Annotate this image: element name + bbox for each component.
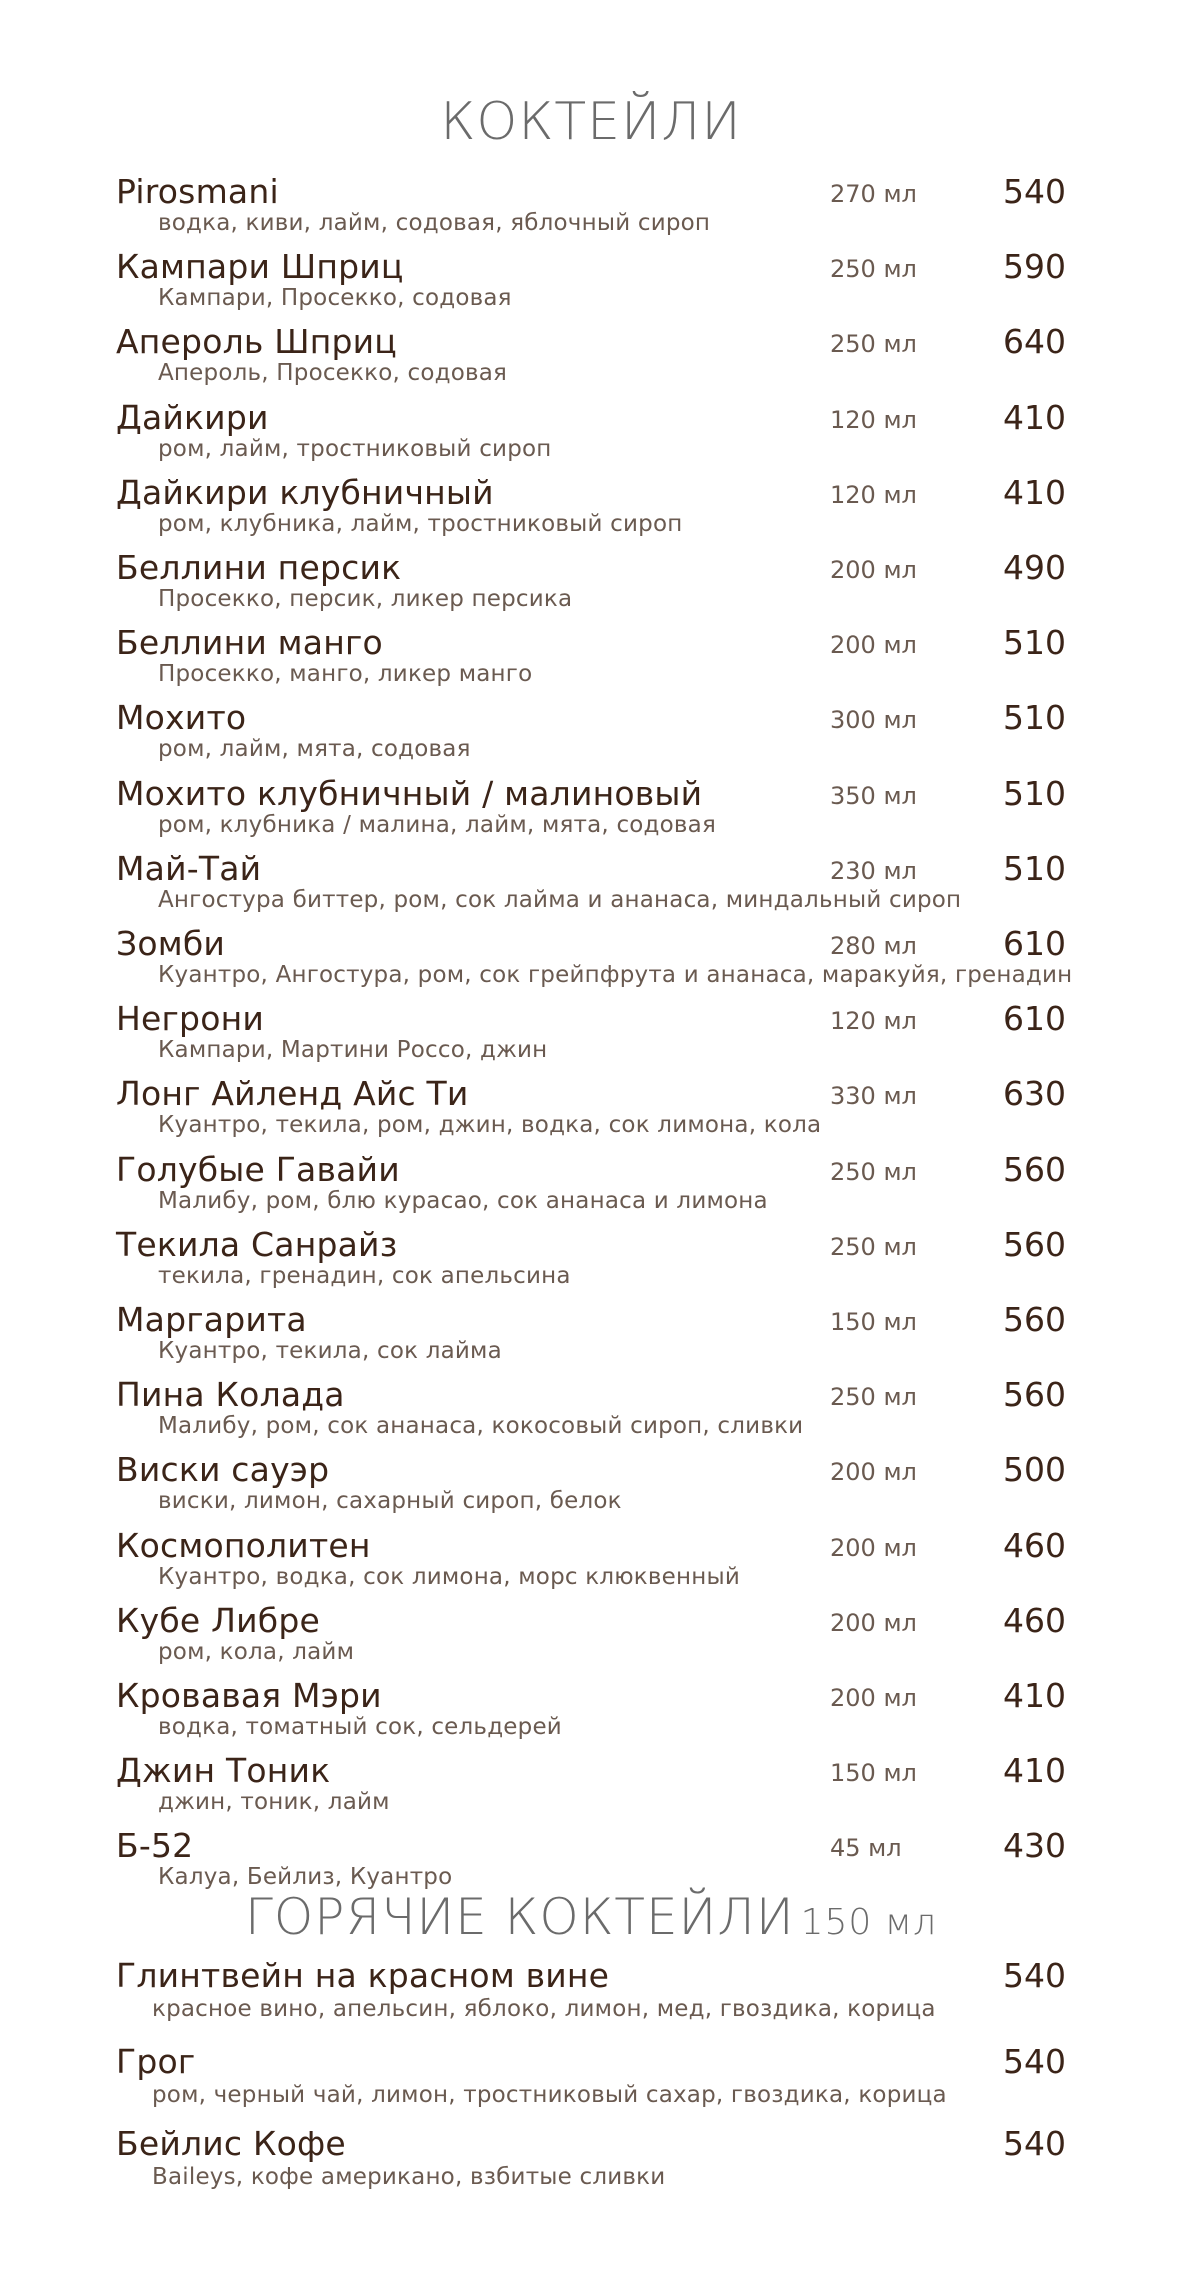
item-price: 430 [1003, 1826, 1066, 1865]
item-description: ром, лайм, тростниковый сироп [158, 436, 552, 462]
item-name: Зомби [116, 924, 226, 963]
item-price: 500 [1003, 1450, 1066, 1489]
menu-item [0, 1601, 1182, 1675]
item-description: Ангостура биттер, ром, сок лайма и ананаса, миндальный сироп [158, 887, 962, 913]
menu-item [0, 1300, 1182, 1374]
item-description: Малибу, ром, блю курасао, сок ананаса и лимона [158, 1188, 768, 1214]
item-price: 510 [1003, 774, 1066, 813]
item-price: 540 [1003, 2042, 1066, 2081]
item-description: Кампари, Мартини Россо, джин [158, 1037, 548, 1063]
item-name: Мохито [116, 698, 247, 737]
item-description: ром, лайм, мята, содовая [158, 736, 471, 762]
item-name: Pirosmani [116, 172, 279, 211]
item-name: Апероль Шприц [116, 322, 397, 361]
menu-item [0, 548, 1182, 622]
item-price: 540 [1003, 172, 1066, 211]
item-volume: 120 мл [830, 406, 917, 434]
item-price: 460 [1003, 1526, 1066, 1565]
item-volume: 270 мл [830, 180, 917, 208]
item-price: 510 [1003, 623, 1066, 662]
menu-item [0, 774, 1182, 848]
item-price: 410 [1003, 473, 1066, 512]
item-description: Просекко, манго, ликер манго [158, 661, 533, 687]
item-price: 630 [1003, 1074, 1066, 1113]
menu-item [0, 1450, 1182, 1524]
item-name: Бейлис Кофе [116, 2124, 346, 2163]
item-description: текила, гренадин, сок апельсина [158, 1263, 571, 1289]
item-description: ром, клубника, лайм, тростниковый сироп [158, 511, 683, 537]
item-description: ром, черный чай, лимон, тростниковый сахар, гвоздика, корица [152, 2082, 947, 2108]
menu-item [0, 473, 1182, 547]
menu-item [0, 322, 1182, 396]
menu-item [0, 1150, 1182, 1224]
item-volume: 300 мл [830, 706, 917, 734]
item-price: 540 [1003, 1956, 1066, 1995]
item-volume: 250 мл [830, 1233, 917, 1261]
menu-item [0, 999, 1182, 1073]
item-description: ром, клубника / малина, лайм, мята, содовая [158, 812, 717, 838]
item-name: Негрони [116, 999, 265, 1038]
menu-item [0, 2124, 1182, 2198]
section-title-cocktails [0, 92, 1182, 152]
item-volume: 250 мл [830, 1158, 917, 1186]
item-price: 510 [1003, 849, 1066, 888]
item-description: Куантро, Ангостура, ром, сок грейпфрута и ананаса, маракуйя, гренадин [158, 962, 1073, 988]
menu-item [0, 172, 1182, 246]
item-name: Мохито клубничный / малиновый [116, 774, 703, 813]
item-name: Текила Санрайз [116, 1225, 398, 1264]
item-price: 460 [1003, 1601, 1066, 1640]
item-volume: 200 мл [830, 1534, 917, 1562]
item-volume: 200 мл [830, 1684, 917, 1712]
item-volume: 250 мл [830, 255, 917, 283]
item-price: 540 [1003, 2124, 1066, 2163]
item-volume: 150 мл [830, 1759, 917, 1787]
item-volume: 200 мл [830, 1458, 917, 1486]
item-name: Дайкири клубничный [116, 473, 494, 512]
menu-item [0, 1375, 1182, 1449]
menu-item [0, 1074, 1182, 1148]
item-volume: 200 мл [830, 556, 917, 584]
item-price: 410 [1003, 398, 1066, 437]
item-volume: 200 мл [830, 1609, 917, 1637]
item-name: Б-52 [116, 1826, 194, 1865]
menu-item [0, 1751, 1182, 1825]
item-name: Джин Тоник [116, 1751, 331, 1790]
item-description: водка, киви, лайм, содовая, яблочный сироп [158, 210, 711, 236]
item-volume: 120 мл [830, 481, 917, 509]
item-price: 610 [1003, 999, 1066, 1038]
item-price: 490 [1003, 548, 1066, 587]
menu-item [0, 2042, 1182, 2116]
item-price: 410 [1003, 1676, 1066, 1715]
menu-item [0, 1676, 1182, 1750]
menu-item [0, 1956, 1182, 2030]
item-name: Кампари Шприц [116, 247, 404, 286]
menu-item [0, 924, 1182, 998]
item-price: 510 [1003, 698, 1066, 737]
item-volume: 250 мл [830, 330, 917, 358]
item-price: 560 [1003, 1375, 1066, 1414]
item-name: Голубые Гавайи [116, 1150, 400, 1189]
menu-item [0, 1225, 1182, 1299]
menu-item [0, 623, 1182, 697]
item-description: джин, тоник, лайм [158, 1789, 390, 1815]
item-name: Виски сауэр [116, 1450, 330, 1489]
menu-item [0, 398, 1182, 472]
item-name: Дайкири [116, 398, 269, 437]
item-price: 560 [1003, 1225, 1066, 1264]
item-description: Просекко, персик, ликер персика [158, 586, 573, 612]
item-description: ром, кола, лайм [158, 1639, 355, 1665]
item-name: Лонг Айленд Айс Ти [116, 1074, 469, 1113]
menu-item [0, 1526, 1182, 1600]
section-title-hot-cocktails [0, 1888, 1182, 1946]
item-description: водка, томатный сок, сельдерей [158, 1714, 562, 1740]
item-volume: 120 мл [830, 1007, 917, 1035]
item-price: 590 [1003, 247, 1066, 286]
item-name: Глинтвейн на красном вине [116, 1956, 610, 1995]
item-name: Кровавая Мэри [116, 1676, 382, 1715]
item-price: 610 [1003, 924, 1066, 963]
item-name: Май-Тай [116, 849, 262, 888]
item-description: виски, лимон, сахарный сироп, белок [158, 1488, 622, 1514]
cocktails-title-text: КОКТЕЙЛИ [440, 92, 742, 152]
item-volume: 280 мл [830, 932, 917, 960]
item-description: Baileys, кофе американо, взбитые сливки [152, 2164, 666, 2190]
item-name: Беллини персик [116, 548, 402, 587]
item-name: Космополитен [116, 1526, 371, 1565]
item-price: 560 [1003, 1150, 1066, 1189]
hot-title-text: ГОРЯЧИЕ КОКТЕЙЛИ [245, 1888, 795, 1946]
item-description: Куантро, текила, сок лайма [158, 1338, 502, 1364]
item-volume: 200 мл [830, 631, 917, 659]
item-volume: 330 мл [830, 1082, 917, 1110]
hot-title-volume: 150 мл [800, 1902, 937, 1943]
item-volume: 45 мл [830, 1834, 902, 1862]
item-name: Маргарита [116, 1300, 307, 1339]
menu-item [0, 849, 1182, 923]
item-name: Беллини манго [116, 623, 383, 662]
item-description: красное вино, апельсин, яблоко, лимон, мед, гвоздика, корица [152, 1996, 936, 2022]
item-name: Грог [116, 2042, 196, 2081]
item-volume: 230 мл [830, 857, 917, 885]
item-description: Куантро, текила, ром, джин, водка, сок лимона, кола [158, 1112, 822, 1138]
item-volume: 150 мл [830, 1308, 917, 1336]
item-description: Малибу, ром, сок ананаса, кокосовый сироп, сливки [158, 1413, 804, 1439]
item-description: Кампари, Просекко, содовая [158, 285, 512, 311]
item-price: 560 [1003, 1300, 1066, 1339]
item-description: Апероль, Просекко, содовая [158, 360, 508, 386]
item-price: 640 [1003, 322, 1066, 361]
item-description: Калуа, Бейлиз, Куантро [158, 1864, 453, 1890]
menu-item [0, 247, 1182, 321]
item-description: Куантро, водка, сок лимона, морс клюквенный [158, 1564, 740, 1590]
item-name: Пина Колада [116, 1375, 345, 1414]
menu-item [0, 698, 1182, 772]
item-volume: 350 мл [830, 782, 917, 810]
item-name: Кубе Либре [116, 1601, 320, 1640]
item-price: 410 [1003, 1751, 1066, 1790]
item-volume: 250 мл [830, 1383, 917, 1411]
